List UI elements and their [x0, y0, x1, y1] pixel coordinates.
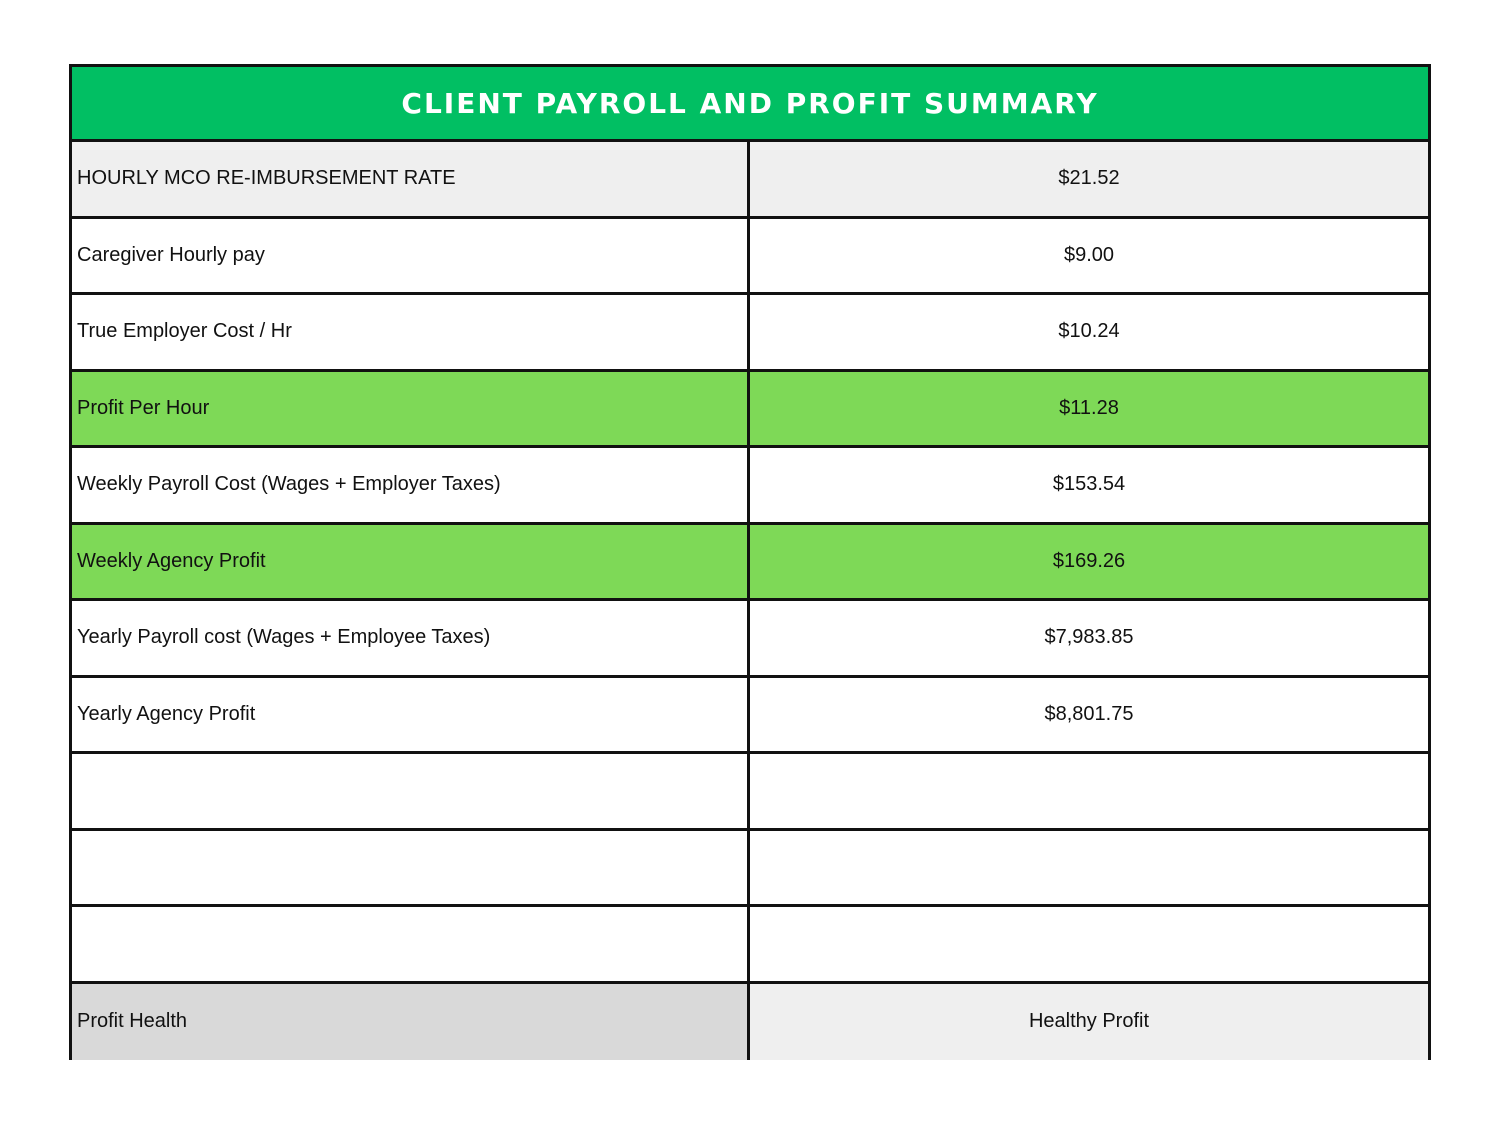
row-value: $21.52 — [750, 142, 1428, 219]
row-label: Profit Per Hour — [72, 372, 750, 449]
row-label: Profit Health — [72, 984, 750, 1061]
table-title: CLIENT PAYROLL AND PROFIT SUMMARY — [401, 86, 1099, 120]
row-label: HOURLY MCO RE-IMBURSEMENT RATE — [72, 142, 750, 219]
row-value: $11.28 — [750, 372, 1428, 449]
row-label: Weekly Payroll Cost (Wages + Employer Taxes) — [72, 448, 750, 525]
row-label: Caregiver Hourly pay — [72, 219, 750, 296]
row-value: Healthy Profit — [750, 984, 1428, 1061]
row-value: $9.00 — [750, 219, 1428, 296]
row-value: $8,801.75 — [750, 678, 1428, 755]
row-value: $7,983.85 — [750, 601, 1428, 678]
row-label: Weekly Agency Profit — [72, 525, 750, 602]
row-label — [72, 831, 750, 908]
row-value: $169.26 — [750, 525, 1428, 602]
row-value — [750, 907, 1428, 984]
row-value: $10.24 — [750, 295, 1428, 372]
payroll-summary-table — [69, 64, 1431, 1060]
row-label: Yearly Payroll cost (Wages + Employee Taxes) — [72, 601, 750, 678]
row-value: $153.54 — [750, 448, 1428, 525]
row-value — [750, 831, 1428, 908]
row-value — [750, 754, 1428, 831]
row-label — [72, 907, 750, 984]
row-label: True Employer Cost / Hr — [72, 295, 750, 372]
table-body — [72, 142, 1428, 1060]
row-label: Yearly Agency Profit — [72, 678, 750, 755]
row-label — [72, 754, 750, 831]
table-header — [72, 67, 1428, 142]
